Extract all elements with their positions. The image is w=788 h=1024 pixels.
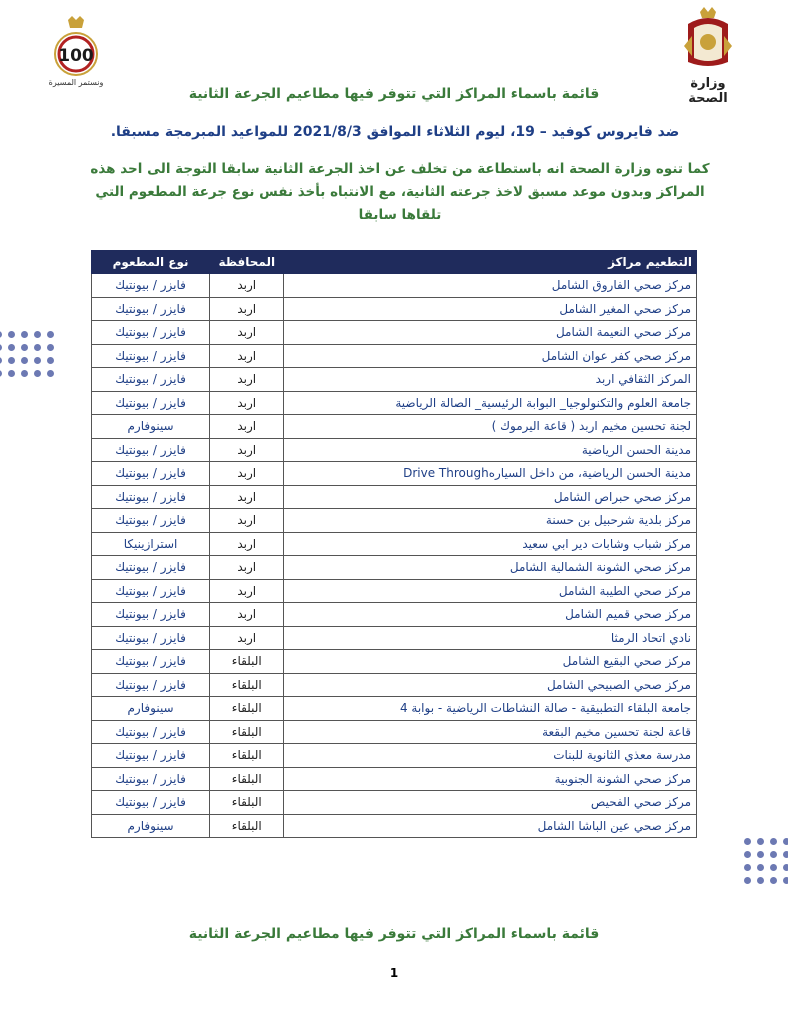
cell-center: نادي اتحاد الرمثا — [284, 626, 697, 650]
cell-governorate: اربد — [210, 297, 284, 321]
cell-governorate: البلقاء — [210, 791, 284, 815]
dot — [21, 331, 28, 338]
cell-vaccine: فايزر / بيونتيك — [92, 344, 210, 368]
table-row — [92, 368, 697, 392]
dot — [8, 344, 15, 351]
table-row — [92, 415, 697, 439]
dot — [47, 357, 54, 364]
jordan-coat-of-arms-icon — [678, 6, 738, 70]
dot — [0, 357, 2, 364]
cell-center: جامعة البلقاء التطبيقية - صالة النشاطات الرياضية - بوابة 4 — [284, 697, 697, 721]
dot — [8, 357, 15, 364]
centennial-slogan: ونستمر المسيرة — [48, 78, 104, 87]
cell-vaccine: فايزر / بيونتيك — [92, 720, 210, 744]
table-row — [92, 814, 697, 838]
dot — [47, 331, 54, 338]
table-row — [92, 344, 697, 368]
header-vaccine: نوع المطعوم — [92, 251, 210, 274]
centennial-logo — [44, 14, 108, 90]
dot — [770, 851, 777, 858]
cell-governorate: اربد — [210, 438, 284, 462]
cell-governorate: البلقاء — [210, 650, 284, 674]
decorative-dots-left — [0, 331, 54, 377]
header-center: التطعيم مراكز — [284, 251, 697, 274]
cell-vaccine: فايزر / بيونتيك — [92, 603, 210, 627]
cell-vaccine: فايزر / بيونتيك — [92, 462, 210, 486]
table-row — [92, 509, 697, 533]
cell-governorate: اربد — [210, 391, 284, 415]
dot — [770, 877, 777, 884]
dot — [8, 370, 15, 377]
cell-vaccine: فايزر / بيونتيك — [92, 579, 210, 603]
document-subtitle: ضد فايروس كوفيد – 19، ليوم الثلاثاء الموافق 2021/8/3 للمواعيد المبرمجة مسبقا. — [110, 124, 680, 140]
cell-vaccine: فايزر / بيونتيك — [92, 297, 210, 321]
dot — [47, 370, 54, 377]
cell-center: مركز صحي المغير الشامل — [284, 297, 697, 321]
cell-center: لجنة تحسين مخيم اربد ( قاعة اليرموك ) — [284, 415, 697, 439]
cell-governorate: اربد — [210, 368, 284, 392]
dot — [757, 877, 764, 884]
dot — [21, 357, 28, 364]
table-row — [92, 438, 697, 462]
dot — [21, 370, 28, 377]
dot — [744, 838, 751, 845]
cell-vaccine: فايزر / بيونتيك — [92, 767, 210, 791]
table-row — [92, 485, 697, 509]
cell-governorate: اربد — [210, 532, 284, 556]
dot — [770, 864, 777, 871]
dot — [34, 370, 41, 377]
cell-center: مركز صحي عين الباشا الشامل — [284, 814, 697, 838]
cell-governorate: اربد — [210, 509, 284, 533]
decorative-dots-right — [744, 838, 788, 884]
cell-vaccine: فايزر / بيونتيك — [92, 556, 210, 580]
dot — [744, 877, 751, 884]
table-row — [92, 650, 697, 674]
cell-governorate: اربد — [210, 579, 284, 603]
footer-title: قائمة باسماء المراكز التي تتوفر فيها مطاعيم الجرعة الثانية — [188, 926, 600, 942]
cell-governorate: اربد — [210, 344, 284, 368]
dot — [757, 838, 764, 845]
cell-vaccine: سينوفارم — [92, 415, 210, 439]
table-row — [92, 532, 697, 556]
cell-governorate: البلقاء — [210, 697, 284, 721]
cell-governorate: اربد — [210, 274, 284, 298]
dot — [47, 344, 54, 351]
centennial-number: 100 — [58, 46, 94, 66]
cell-center: مركز صحي حبراص الشامل — [284, 485, 697, 509]
cell-center: مركز صحي الصبيحي الشامل — [284, 673, 697, 697]
cell-center: جامعة العلوم والتكنولوجيا_ البوابة الرئيسية_ الصالة الرياضية — [284, 391, 697, 415]
cell-vaccine: فايزر / بيونتيك — [92, 650, 210, 674]
table-row — [92, 462, 697, 486]
dot — [783, 864, 788, 871]
dot — [783, 838, 788, 845]
cell-center: مدرسة معذي الثانوية للبنات — [284, 744, 697, 768]
cell-governorate: البلقاء — [210, 814, 284, 838]
table-row — [92, 274, 697, 298]
table-row — [92, 603, 697, 627]
dot — [34, 357, 41, 364]
cell-center: مركز شباب وشابات دير ابي سعيد — [284, 532, 697, 556]
cell-vaccine: فايزر / بيونتيك — [92, 509, 210, 533]
cell-center: مركز بلدية شرحبيل بن حسنة — [284, 509, 697, 533]
table-row — [92, 626, 697, 650]
table-row — [92, 673, 697, 697]
cell-vaccine: سينوفارم — [92, 814, 210, 838]
dot — [783, 851, 788, 858]
cell-governorate: البلقاء — [210, 720, 284, 744]
dot — [744, 851, 751, 858]
cell-vaccine: فايزر / بيونتيك — [92, 321, 210, 345]
dot — [0, 370, 2, 377]
dot — [744, 864, 751, 871]
cell-vaccine: سينوفارم — [92, 697, 210, 721]
cell-center: مركز صحي النعيمة الشامل — [284, 321, 697, 345]
cell-vaccine: فايزر / بيونتيك — [92, 744, 210, 768]
cell-center: مركز صحي الشونة الجنوبية — [284, 767, 697, 791]
cell-center: مركز صحي الشونة الشمالية الشامل — [284, 556, 697, 580]
dot — [34, 331, 41, 338]
dot — [757, 851, 764, 858]
cell-governorate: اربد — [210, 556, 284, 580]
cell-vaccine: فايزر / بيونتيك — [92, 791, 210, 815]
cell-center: قاعة لجنة تحسين مخيم البقعة — [284, 720, 697, 744]
cell-center: المركز الثقافي اربد — [284, 368, 697, 392]
cell-center: مدينة الحسن الرياضية، من داخل السيارهDrive Through — [284, 462, 697, 486]
cell-center: مركز صحي الفحيص — [284, 791, 697, 815]
dot — [0, 344, 2, 351]
cell-governorate: البلقاء — [210, 673, 284, 697]
cell-vaccine: فايزر / بيونتيك — [92, 274, 210, 298]
cell-vaccine: فايزر / بيونتيك — [92, 391, 210, 415]
cell-governorate: اربد — [210, 415, 284, 439]
cell-vaccine: فايزر / بيونتيك — [92, 368, 210, 392]
dot — [21, 344, 28, 351]
page-number: 1 — [389, 966, 399, 980]
table-row — [92, 579, 697, 603]
cell-center: مركز صحي كفر عوان الشامل — [284, 344, 697, 368]
dot — [0, 331, 2, 338]
dot — [783, 877, 788, 884]
cell-governorate: اربد — [210, 321, 284, 345]
dot — [34, 344, 41, 351]
cell-governorate: اربد — [210, 485, 284, 509]
table-header-row — [92, 251, 697, 274]
table-row — [92, 767, 697, 791]
dot — [8, 331, 15, 338]
cell-vaccine: فايزر / بيونتيك — [92, 485, 210, 509]
cell-governorate: اربد — [210, 626, 284, 650]
cell-governorate: اربد — [210, 603, 284, 627]
vaccination-centers-table — [91, 250, 697, 838]
ministry-name: وزارة الصحة — [688, 76, 728, 106]
cell-vaccine: فايزر / بيونتيك — [92, 673, 210, 697]
cell-center: مركز صحي قميم الشامل — [284, 603, 697, 627]
table-row — [92, 720, 697, 744]
cell-vaccine: استرازينيكا — [92, 532, 210, 556]
table-row — [92, 297, 697, 321]
cell-vaccine: فايزر / بيونتيك — [92, 626, 210, 650]
cell-governorate: البلقاء — [210, 767, 284, 791]
table-row — [92, 791, 697, 815]
dot — [757, 864, 764, 871]
table-row — [92, 697, 697, 721]
cell-center: مدينة الحسن الرياضية — [284, 438, 697, 462]
table-row — [92, 556, 697, 580]
table-row — [92, 321, 697, 345]
cell-governorate: البلقاء — [210, 744, 284, 768]
cell-vaccine: فايزر / بيونتيك — [92, 438, 210, 462]
cell-governorate: اربد — [210, 462, 284, 486]
cell-center: مركز صحي الطيبة الشامل — [284, 579, 697, 603]
dot — [770, 838, 777, 845]
document-title: قائمة باسماء المراكز التي تتوفر فيها مطاعيم الجرعة الثانية — [188, 86, 600, 102]
cell-center: مركز صحي البقيع الشامل — [284, 650, 697, 674]
cell-center: مركز صحي الفاروق الشامل — [284, 274, 697, 298]
header-governorate: المحافظة — [210, 251, 284, 274]
table-row — [92, 391, 697, 415]
table-row — [92, 744, 697, 768]
notice-text: كما تنوه وزارة الصحة انه باستطاعة من تخلف عن اخذ الجرعة الثانية سابقا التوجة الى احد هذه المراكز وبدون موعد مسبق لاخذ جرعته الثانية، مع الانتباه بأخذ نفس نوع جرعة المطعوم التي تلقاها سابقا — [90, 161, 710, 223]
